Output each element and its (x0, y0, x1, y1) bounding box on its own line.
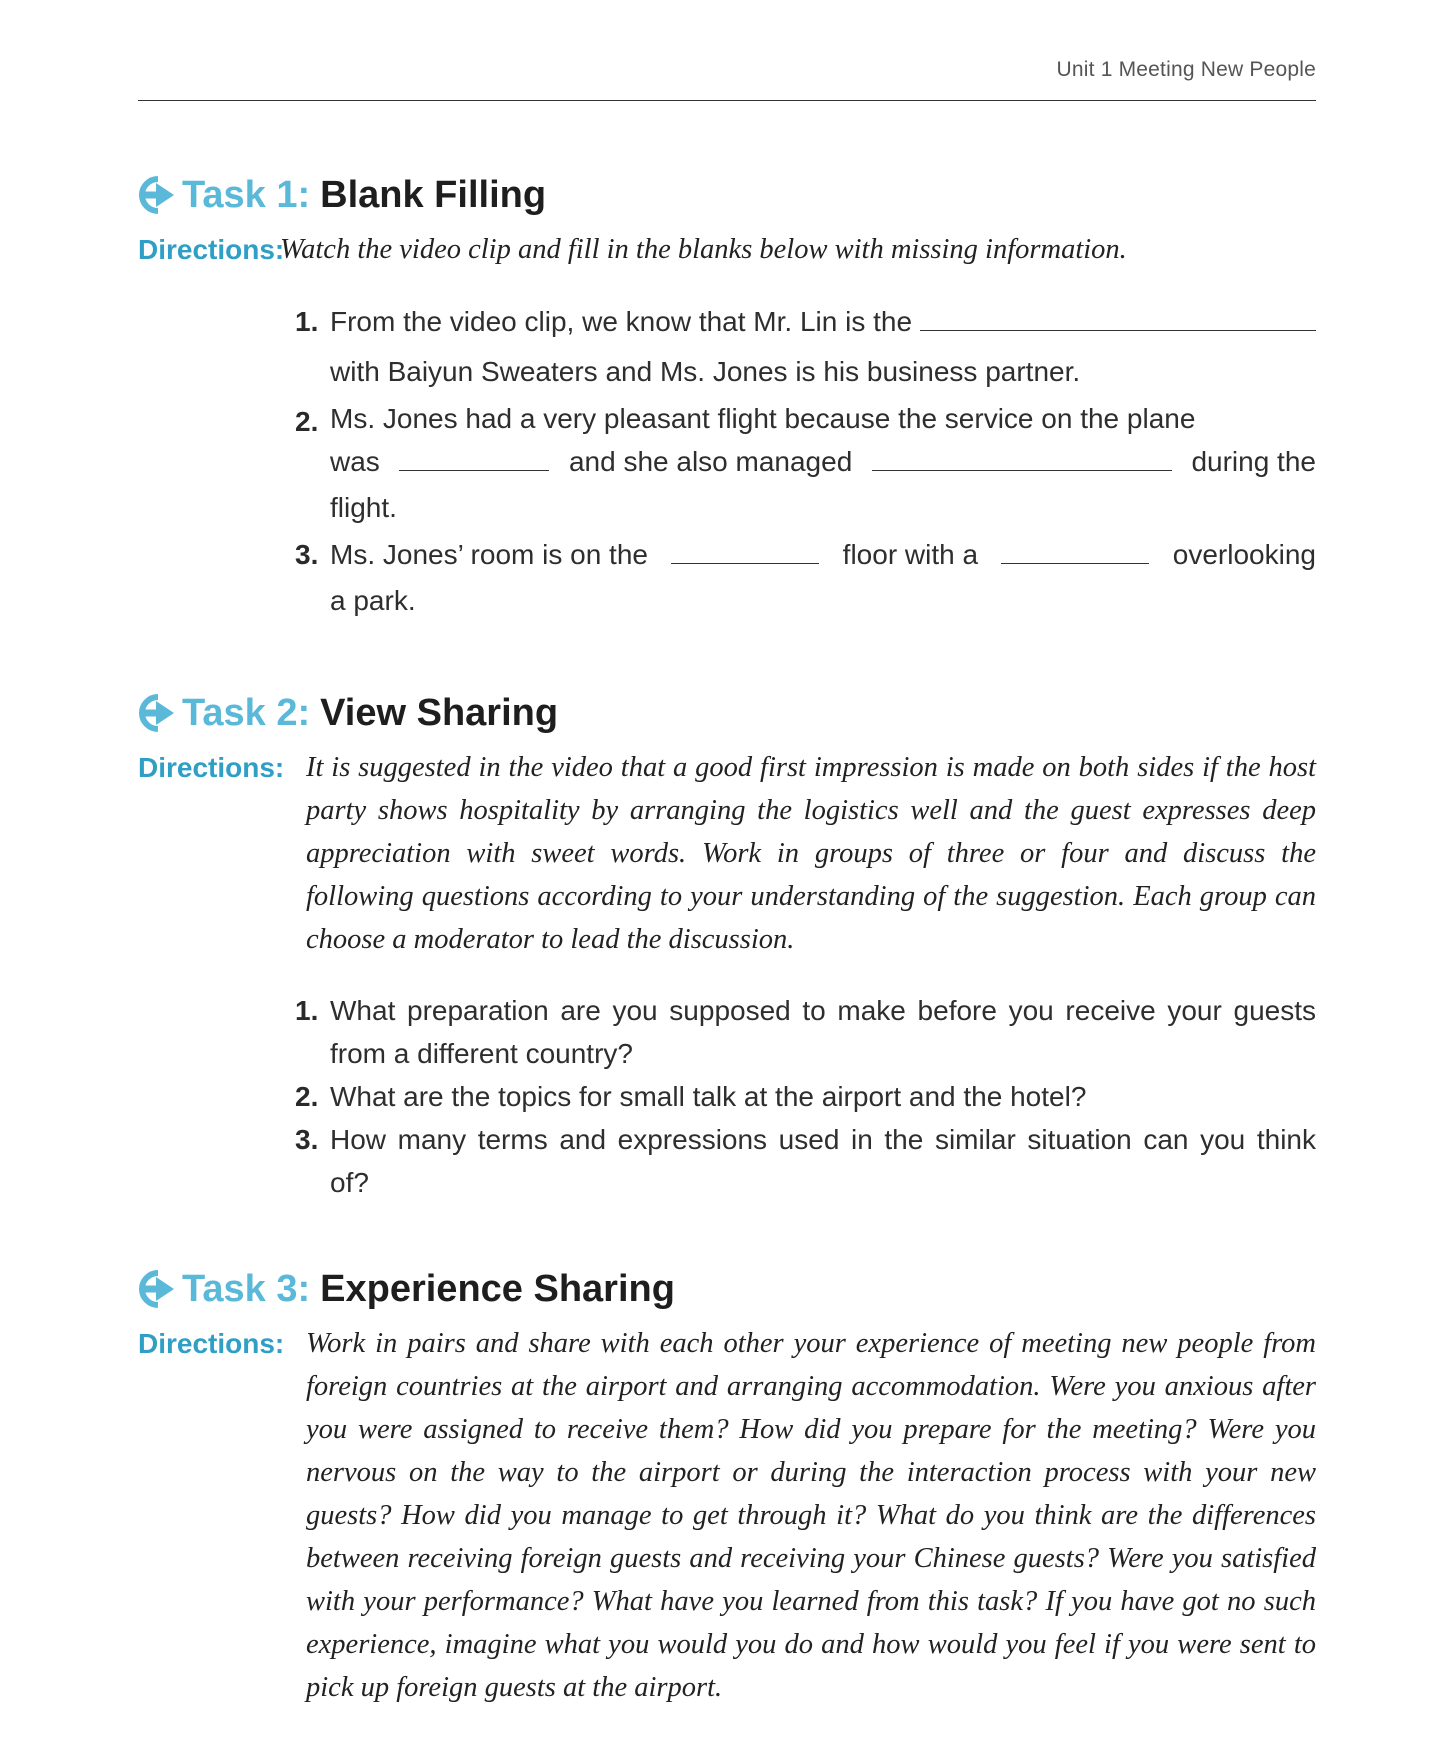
item-text: with Baiyun Sweaters and Ms. Jones is his business partner. (330, 356, 1081, 387)
list-item (295, 297, 1316, 397)
item-text: during the (1191, 446, 1316, 477)
item-text: How many terms and expressions used in the similar situation can you think of? (330, 1124, 1316, 1198)
directions-label: Directions: (138, 752, 285, 783)
task-2-section (138, 688, 1316, 1220)
task-2-heading (138, 688, 1316, 738)
item-number: 3. (295, 1124, 319, 1155)
task-3-number: Task 3: (182, 1268, 311, 1310)
list-item (295, 397, 1316, 533)
item-text: a park. (330, 585, 416, 616)
answer-blank[interactable] (671, 537, 819, 564)
list-item (295, 989, 1316, 1075)
task-1-directions (138, 228, 1316, 271)
textbook-page (138, 0, 1316, 1759)
item-number: 2. (295, 1081, 319, 1112)
answer-blank[interactable] (920, 304, 1316, 331)
item-text: and she also managed (568, 446, 853, 477)
task-1-title: Blank Filling (320, 174, 547, 216)
directions-text: Work in pairs and share with each other your experience of meeting new people from foreign countries at the airport and arranging accommodation. Were you anxious after you were assigned to receive them? How did you prepare for the meeting? Were you nervous on the way to the airport or during the interaction process with your new guests? How did you manage to get through it? What do you think are the differences between receiving foreign guests and receiving your Chinese guests? Were you satisfied with your performance? What have you learned from this task? If you have got no such experience, imagine what you would you do and how would you feel if you were sent to pick up foreign guests at the airport. (306, 1328, 1316, 1703)
answer-blank[interactable] (399, 444, 549, 471)
item-text: Ms. Jones’ room is on the (330, 539, 648, 570)
list-item (295, 533, 1316, 626)
item-text: From the video clip, we know that Mr. Lin is the (330, 306, 913, 337)
arrow-right-circle-icon (138, 175, 178, 215)
task-3-section (138, 1264, 1316, 1709)
task-1-number: Task 1: (182, 174, 311, 216)
task-3-title: Experience Sharing (320, 1268, 675, 1310)
task-1-section (138, 170, 1316, 642)
running-header: Unit 1 Meeting New People (1056, 58, 1316, 81)
task-1-heading (138, 170, 1316, 220)
item-number: 1. (295, 995, 319, 1026)
directions-text: Watch the video clip and fill in the blanks below with missing information. (280, 234, 1127, 265)
task-2-number: Task 2: (182, 692, 311, 734)
task-3-directions (138, 1322, 1316, 1709)
list-item (295, 1075, 1316, 1118)
item-text: Ms. Jones had a very pleasant flight because the service on the plane (330, 403, 1196, 434)
task-2-items (295, 989, 1316, 1204)
task-3-heading (138, 1264, 1316, 1314)
header-rule (138, 100, 1316, 101)
item-text: overlooking (1172, 539, 1316, 570)
item-text: What are the topics for small talk at the airport and the hotel? (330, 1081, 1087, 1112)
list-item (295, 1118, 1316, 1204)
task-1-items (295, 297, 1316, 626)
task-2-title: View Sharing (320, 692, 559, 734)
item-number: 3. (295, 539, 319, 570)
arrow-right-circle-icon (138, 1269, 178, 1309)
item-text: What preparation are you supposed to make before you receive your guests from a different country? (330, 995, 1316, 1069)
answer-blank[interactable] (1001, 537, 1149, 564)
item-number: 2. (295, 406, 319, 437)
arrow-right-circle-icon (138, 693, 178, 733)
item-text: was (330, 446, 380, 477)
directions-label: Directions: (138, 1328, 285, 1359)
answer-blank[interactable] (872, 444, 1172, 471)
item-number: 1. (295, 306, 319, 337)
directions-label: Directions: (138, 234, 285, 265)
item-text: floor with a (842, 539, 979, 570)
task-2-directions (138, 746, 1316, 961)
item-text: flight. (330, 492, 397, 523)
directions-text: It is suggested in the video that a good first impression is made on both sides if the host party shows hospitality by arranging the logistics well and the guest expresses deep appreciation with sweet words. Work in groups of three or four and discuss the following questions according to your understanding of the suggestion. Each group can choose a moderator to lead the discussion. (306, 752, 1316, 955)
